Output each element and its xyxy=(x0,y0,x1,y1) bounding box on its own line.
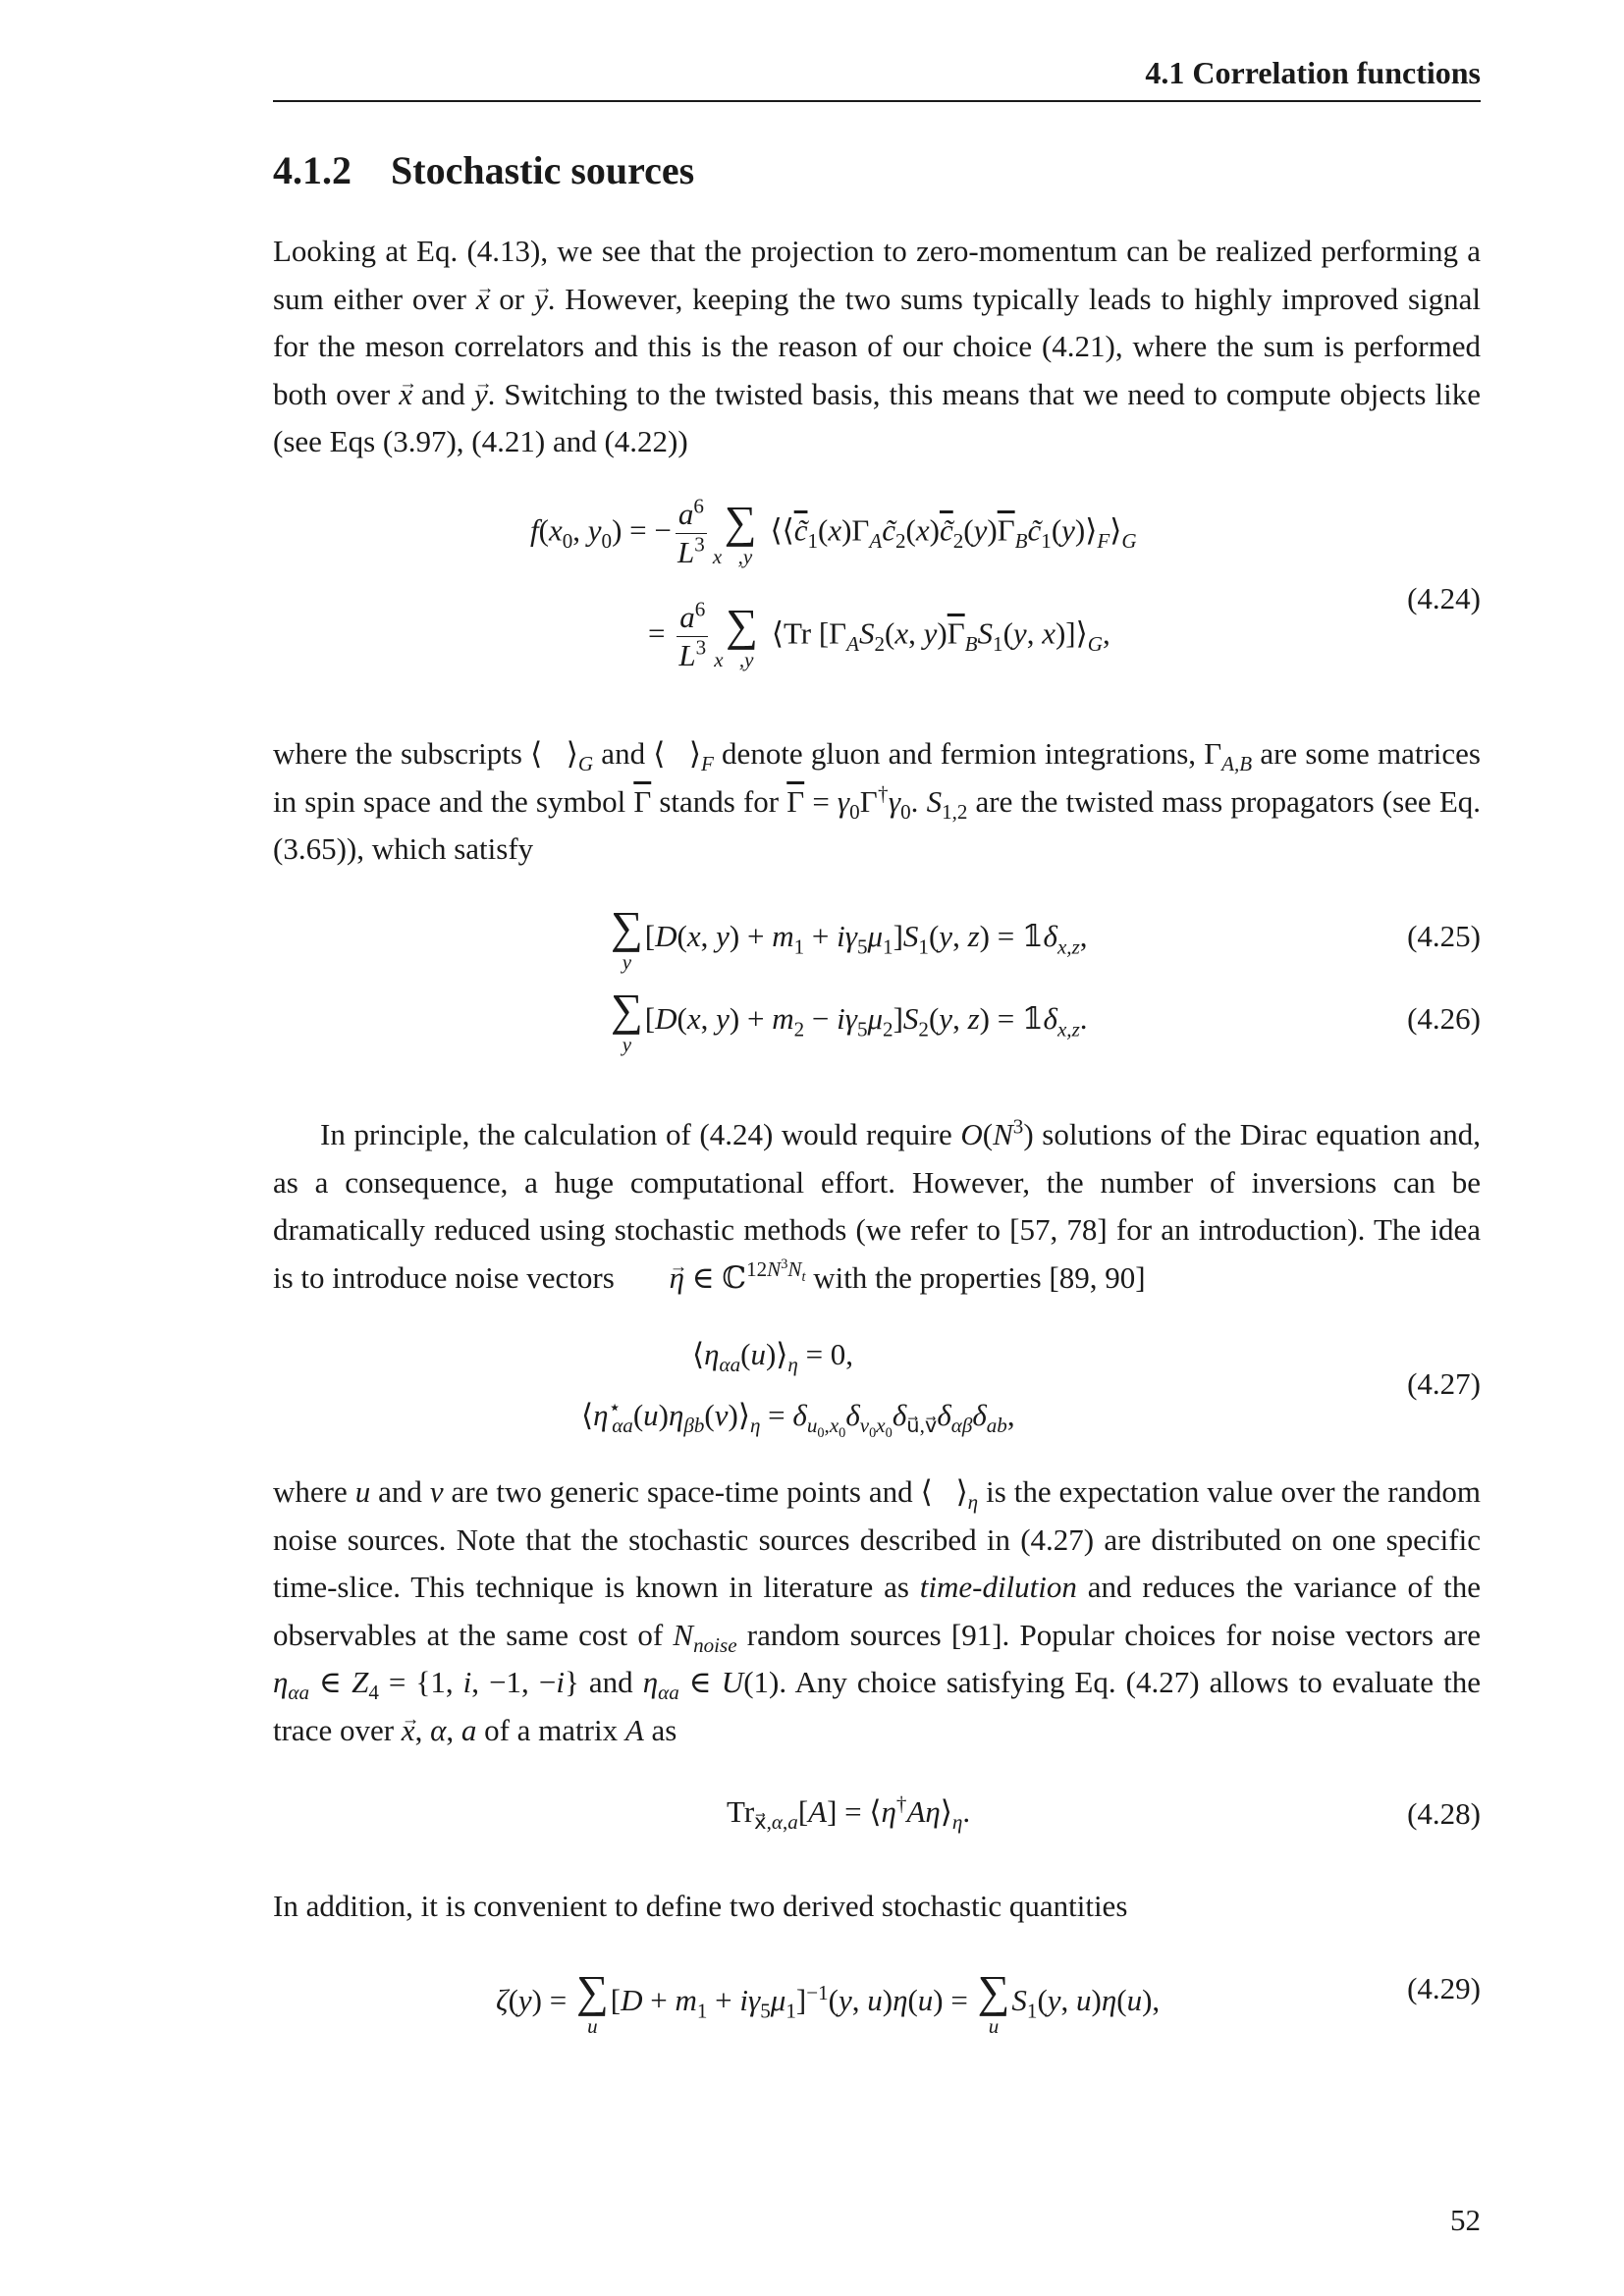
equation-4-28: $Tr_{x⃗,\alpha,a}[A]$ = $⟨\eta^\dagger A\eta⟩_\eta$. xyxy=(727,1791,971,1835)
paragraph-4: where u and v are two generic space-time points and ⟨ $⟩_\eta$ is the expectation value over the random noise sources. Note that the stochastic sources described in (4.27) are distributed on one specific time-slice. This technique is known in literature as time-dilution and reduces the variance of the observables at the same cost of $N_{noise}$ random sources [91]. Popular choices for noise vectors are $\eta_{\alpha a}$ ∈ $Z_4 = \{1$, i, −1, −i} and $\eta_{\alpha a}$ ∈ U(1). Any choice satisfying Eq. (4.27) allows to evaluate the trace over → x, α, a of a matrix A as xyxy=(273,1468,1481,1754)
equation-4-26: ∑ y [D(x, $y) + m_2 - i\gamma_5\mu_2]S_2(y$, $z) = 𝟙\delta_{x,z}$. xyxy=(611,985,1088,1056)
section-number: 4.1.2 xyxy=(273,148,352,192)
paragraph-1: Looking at Eq. (4.13), we see that the projection to zero-momentum can be realized performing a sum either over → x or → y. However, keeping the two sums typically leads to highly improved signal for the meson correlators and this is the reason of our choice (4.21), where the sum is performed both over → x and → y. Switching to the twisted basis, this means that we need to compute objects like (see Eqs (3.97), (4.21) and (4.22)) xyxy=(273,228,1481,466)
section-heading xyxy=(273,147,694,193)
equation-number-4-26: (4.26) xyxy=(1407,1001,1481,1036)
page-number: 52 xyxy=(1450,2203,1481,2237)
paragraph-3: In principle, the calculation of (4.24) would require $O(N^3)$ solutions of the Dirac equation and, as a consequence, a huge computational effort. However, the number of inversions can be dramatically reduced using stochastic methods (we refer to [57, 78] for an introduction). The idea is to introduce noise vectors → η ∈ ℂ$^{12N^3N_t}$ with the properties [89, 90] xyxy=(273,1111,1481,1302)
equation-number-4-27: (4.27) xyxy=(1407,1366,1481,1401)
equation-4-27-line-2: $⟨\eta^⋆_{\alpha a}(u)\eta_{\beta b}(v)⟩_\eta = \delta_{u_0,x_0}\delta_{v_0x_0}\delta_{u⃗,v⃗}\delta_{\alpha\beta}\delta_{ab}$, xyxy=(581,1395,1015,1442)
equation-number-4-25: (4.25) xyxy=(1407,919,1481,953)
equation-4-24-line-2: = $\frac{a^6}{L^3}$ ∑ x⃗,y⃗ ⟨Tr [$\Gamma_AS_2(x$, $y)\overline{\Gamma}_BS_1(y$, $x)]⟩_G$, xyxy=(648,597,1110,672)
equation-number-4-24: (4.24) xyxy=(1407,581,1481,615)
running-header: 4.1 Correlation functions xyxy=(1145,55,1481,90)
equation-number-4-28: (4.28) xyxy=(1407,1796,1481,1831)
equation-4-29: ζ(y) = ∑ u $[D + m_1 + i\gamma_5\mu_1]^{-1}(y$, u)η(u) = ∑ u $S_1(y$, u)η(u), xyxy=(496,1966,1161,2038)
equation-4-27-line-1: $⟨\eta_{\alpha a}(u)⟩_\eta = 0$, xyxy=(692,1337,854,1377)
equation-4-24-line-1: $f(x_0$, $y_0$) = − $\frac{a^6}{L^3}$ ∑ x⃗,y⃗ $⟨⟨c̃_1(x)\Gamma_Ac̃_2(x)c̃_2(y)\overline{\Gamma}_Bc̃_1(y)⟩_F⟩_G$ xyxy=(530,494,1137,569)
section-title: Stochastic sources xyxy=(391,148,695,192)
equation-4-25: ∑ y [D(x, $y) + m_1 + i\gamma_5\mu_1]S_1(y$, $z) = 𝟙\delta_{x,z}$, xyxy=(611,902,1088,974)
paragraph-2: where the subscripts ⟨ $⟩_G$ and ⟨ $⟩_F$ denote gluon and fermion integrations, $\Gamma_{A,B}$ are some matrices in spin space and the symbol $\overline{\Gamma}$ stands for $\overline{\Gamma} = \gamma_0\Gamma^\dagger\gamma_0$. $S_{1,2}$ are the twisted mass propagators (see Eq. (3.65)), which satisfy xyxy=(273,736,1481,866)
header-rule xyxy=(273,100,1481,102)
equation-number-4-29: (4.29) xyxy=(1407,1971,1481,2005)
paragraph-5: In addition, it is convenient to define two derived stochastic quantities xyxy=(273,1889,1128,1923)
